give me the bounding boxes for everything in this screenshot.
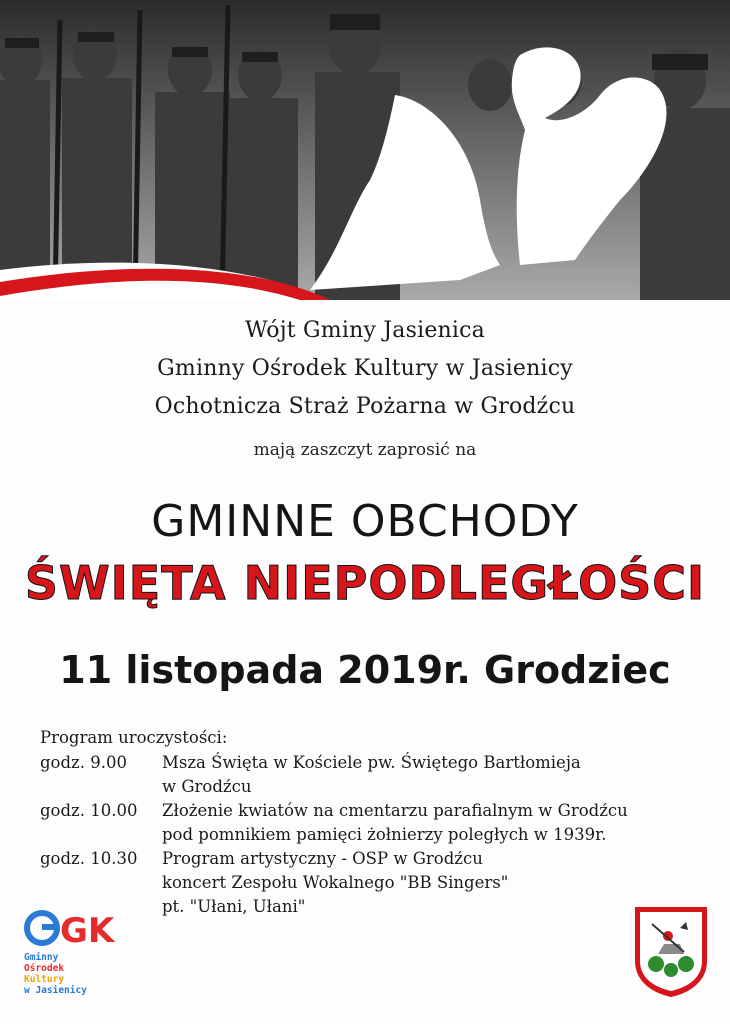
gok-line-3: Kultury [24, 974, 65, 985]
program-item-text: pod pomnikiem pamięci żołnierzy poległych w 1939r. [162, 825, 607, 844]
gok-logo [24, 908, 114, 998]
event-title-line-1: GMINNE OBCHODY [151, 496, 579, 547]
program-item-continuation [40, 871, 720, 895]
program-section [40, 728, 720, 919]
program-item [40, 847, 720, 871]
program-item-text: w Grodźcu [162, 777, 252, 796]
gok-line-2: Ośrodek [24, 963, 65, 974]
gok-logo-text [24, 952, 114, 996]
program-item-continuation [40, 823, 720, 847]
gok-mark-letters: GK [60, 911, 115, 951]
program-item-continuation [40, 775, 720, 799]
program-item-text: Złożenie kwiatów na cmentarzu parafialnym w Grodźcu [162, 801, 628, 820]
program-item [40, 799, 720, 823]
program-item-time: godz. 10.30 [40, 849, 138, 868]
invite-line: mają zaszczyt zaprosić na [253, 440, 477, 460]
program-item-text: pt. "Ułani, Ułani" [162, 897, 306, 916]
program-item-text: koncert Zespołu Wokalnego "BB Singers" [162, 873, 509, 892]
program-item [40, 751, 720, 775]
gok-mark-icon [24, 908, 115, 951]
event-date-location: 11 listopada 2019r. Grodziec [59, 648, 671, 692]
program-heading: Program uroczystości: [40, 728, 228, 747]
gok-line-4: w Jasienicy [24, 985, 87, 996]
crest-caption: GMINA JASIENICA [644, 978, 698, 984]
organizer-line-1: Wójt Gminy Jasienica [244, 318, 485, 343]
program-item-text: Program artystyczny - OSP w Grodźcu [162, 849, 483, 868]
soldiers-photo-illustration [0, 0, 730, 300]
header-photo [0, 0, 730, 300]
coat-of-arms-icon [634, 906, 708, 998]
organizer-line-3: Ochotnicza Straż Pożarna w Grodźcu [154, 394, 576, 419]
gmina-crest-logo [634, 906, 708, 998]
program-item-time: godz. 9.00 [40, 753, 127, 772]
organizer-line-2: Gminny Ośrodek Kultury w Jasienicy [157, 356, 573, 381]
program-item-time: godz. 10.00 [40, 801, 138, 820]
program-item-text: Msza Święta w Kościele pw. Świętego Bartłomieja [162, 753, 581, 772]
event-title-line-2: ŚWIĘTA NIEPODLEGŁOŚCI [24, 556, 706, 610]
gok-line-1: Gminny [24, 952, 59, 963]
program-item-continuation [40, 895, 720, 919]
